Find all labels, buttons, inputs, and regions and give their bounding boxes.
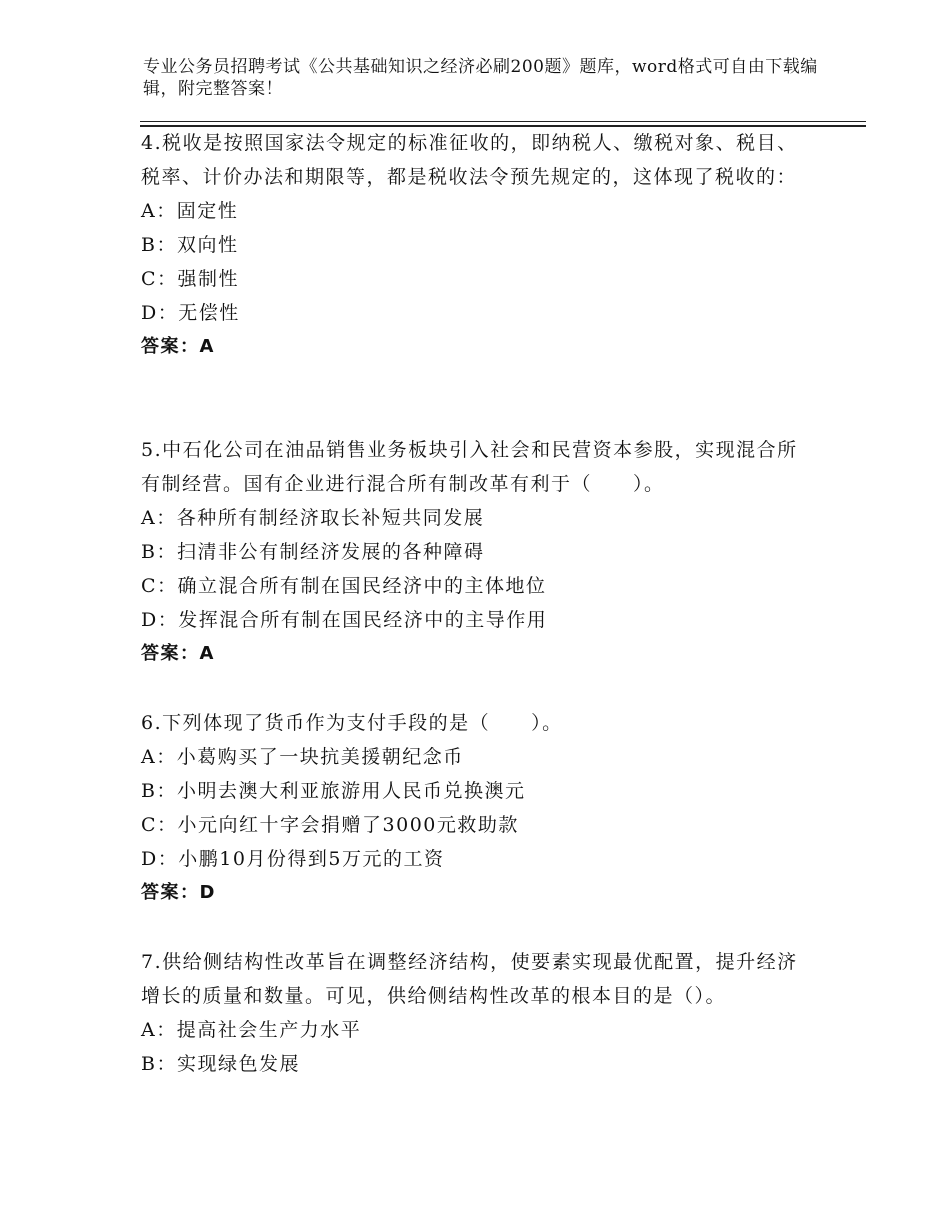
- answer: 答案：A: [141, 336, 215, 357]
- answer: 答案：D: [141, 882, 216, 903]
- question-5: [141, 433, 801, 671]
- option-b: B：扫清非公有制经济发展的各种障碍: [141, 541, 485, 563]
- question-stem: 5.中石化公司在油品销售业务板块引入社会和民营资本参股，实现混合所有制经营。国有企业进行混合所有制改革有利于（ ）。: [141, 439, 798, 495]
- question-4: [141, 126, 801, 364]
- question-7: [141, 945, 801, 1081]
- option-a: A：固定性: [141, 200, 239, 222]
- option-c: C：确立混合所有制在国民经济中的主体地位: [141, 575, 547, 597]
- option-a: A：各种所有制经济取长补短共同发展: [141, 507, 485, 529]
- option-d: D：无偿性: [141, 302, 240, 324]
- option-b: B：实现绿色发展: [141, 1053, 300, 1075]
- option-b: B：小明去澳大利亚旅游用人民币兑换澳元: [141, 780, 526, 802]
- option-d: D：小鹏10月份得到5万元的工资: [141, 848, 445, 870]
- option-c: C：强制性: [141, 268, 240, 290]
- question-6: [141, 706, 801, 910]
- document-title: 专业公务员招聘考试《公共基础知识之经济必刷200题》题库，word格式可自由下载编辑，附完整答案！: [143, 57, 818, 99]
- answer: 答案：A: [141, 643, 215, 664]
- header-divider-thin: [140, 121, 866, 122]
- question-stem: 6.下列体现了货币作为支付手段的是（ ）。: [141, 712, 563, 734]
- question-stem: 7.供给侧结构性改革旨在调整经济结构，使要素实现最优配置，提升经济增长的质量和数量。可见，供给侧结构性改革的根本目的是（）。: [141, 951, 798, 1007]
- option-b: B：双向性: [141, 234, 239, 256]
- document-header: [143, 56, 823, 100]
- option-a: A：提高社会生产力水平: [141, 1019, 362, 1041]
- option-a: A：小葛购买了一块抗美援朝纪念币: [141, 746, 464, 768]
- question-stem: 4.税收是按照国家法令规定的标准征收的，即纳税人、缴税对象、税目、税率、计价办法和期限等，都是税收法令预先规定的，这体现了税收的：: [141, 132, 798, 188]
- option-d: D：发挥混合所有制在国民经济中的主导作用: [141, 609, 548, 631]
- option-c: C：小元向红十字会捐赠了3000元救助款: [141, 814, 519, 836]
